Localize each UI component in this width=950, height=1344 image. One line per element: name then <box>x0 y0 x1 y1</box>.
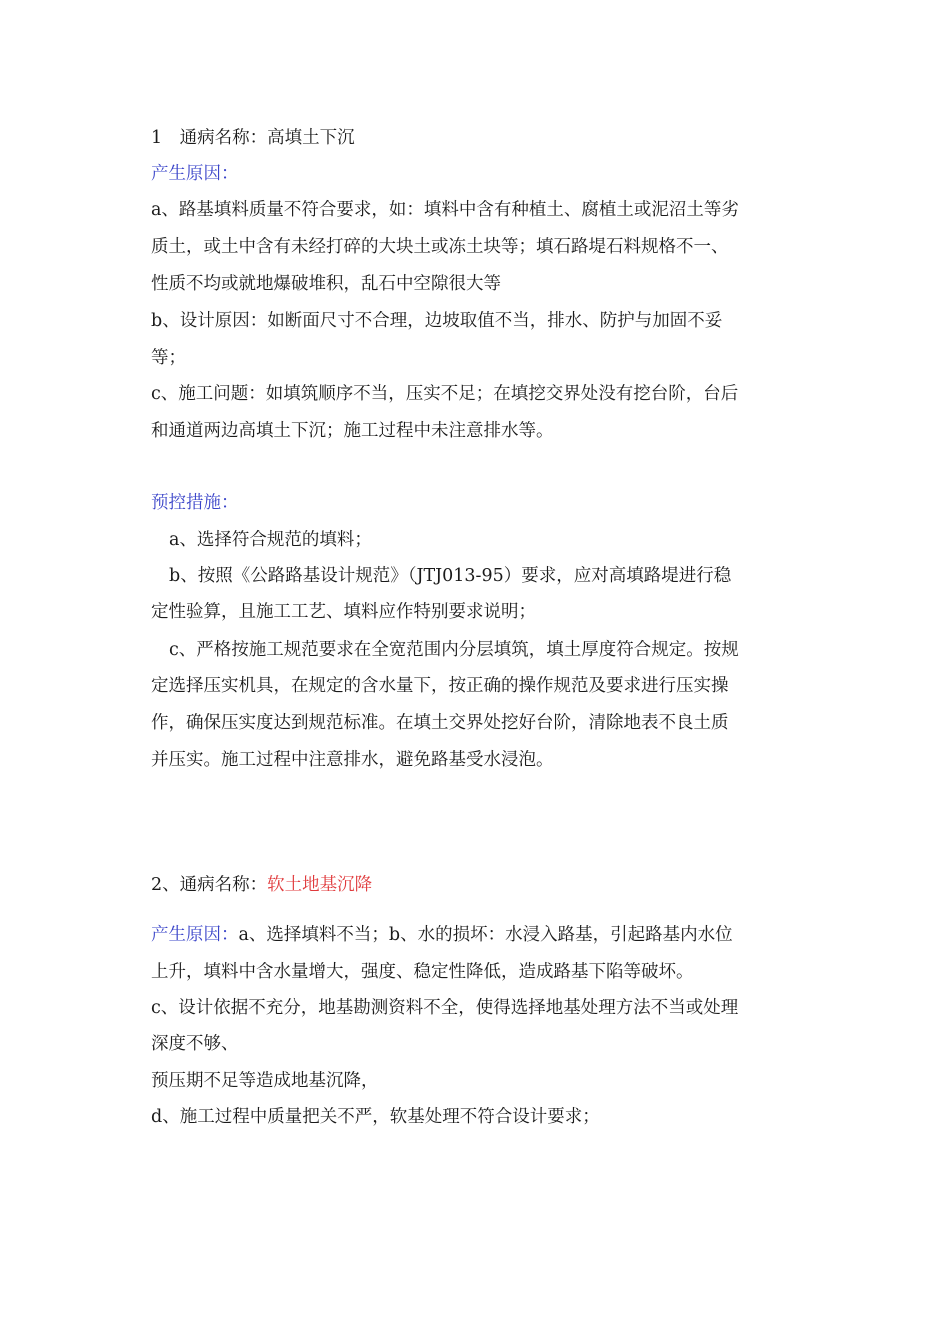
section1-cause-line: 和通道两边高填土下沉；施工过程中未注意排水等。 <box>151 421 554 441</box>
section2-cause-text: a、选择填料不当；b、水的损坏：水浸入路基，引起路基内水位 <box>238 925 733 945</box>
section2-cause-line: 预压期不足等造成地基沉降， <box>151 1071 379 1091</box>
section2-cause-line: d、施工过程中质量把关不严，软基处理不符合设计要求； <box>151 1107 600 1127</box>
section2-cause-first-line <box>151 923 733 947</box>
section1-cause-line: 性质不均或就地爆破堆积，乱石中空隙很大等 <box>151 274 501 294</box>
section1-control-line: a、选择符合规范的填料； <box>169 530 372 550</box>
section1-cause-label: 产生原因： <box>151 164 239 184</box>
section1-cause-line: 质土，或土中含有未经打碎的大块土或冻土块等；填石路堤石料规格不一、 <box>151 237 729 257</box>
section2-cause-label: 产生原因： <box>151 925 239 945</box>
section2-title <box>151 873 372 897</box>
section2-cause-line: 深度不够、 <box>151 1034 239 1054</box>
section1-cause-line: b、设计原因：如断面尺寸不合理，边坡取值不当，排水、防护与加固不妥 <box>151 311 723 331</box>
section1-control-line: 并压实。施工过程中注意排水，避免路基受水浸泡。 <box>151 750 554 770</box>
section1-control-line: 定性验算，且施工工艺、填料应作特别要求说明； <box>151 602 536 622</box>
section1-control-line: b、按照《公路路基设计规范》（JTJ013-95）要求，应对高填路堤进行稳 <box>169 566 732 586</box>
section1-cause-line: 等； <box>151 348 186 368</box>
section2-title-prefix: 2、通病名称： <box>151 875 268 895</box>
section1-control-line: 作，确保压实度达到规范标准。在填土交界处挖好台阶，清除地表不良土质 <box>151 713 729 733</box>
section1-control-line: 定选择压实机具，在规定的含水量下，按正确的操作规范及要求进行压实操 <box>151 676 729 696</box>
section2-cause-line: 上升，填料中含水量增大，强度、稳定性降低，造成路基下陷等破坏。 <box>151 962 694 982</box>
section2-cause-line: c、设计依据不充分，地基勘测资料不全，使得选择地基处理方法不当或处理 <box>151 998 739 1018</box>
section1-control-line: c、严格按施工规范要求在全宽范围内分层填筑，填土厚度符合规定。按规 <box>169 640 739 660</box>
section1-cause-line: c、施工问题：如填筑顺序不当，压实不足；在填挖交界处没有挖台阶，台后 <box>151 384 739 404</box>
section1-control-label: 预控措施： <box>151 493 239 513</box>
section2-title-highlight: 软土地基沉降 <box>267 875 373 895</box>
section1-cause-line: a、路基填料质量不符合要求，如：填料中含有种植土、腐植土或泥沼土等劣 <box>151 200 739 220</box>
section1-title: 1 通病名称：高填土下沉 <box>151 128 355 148</box>
